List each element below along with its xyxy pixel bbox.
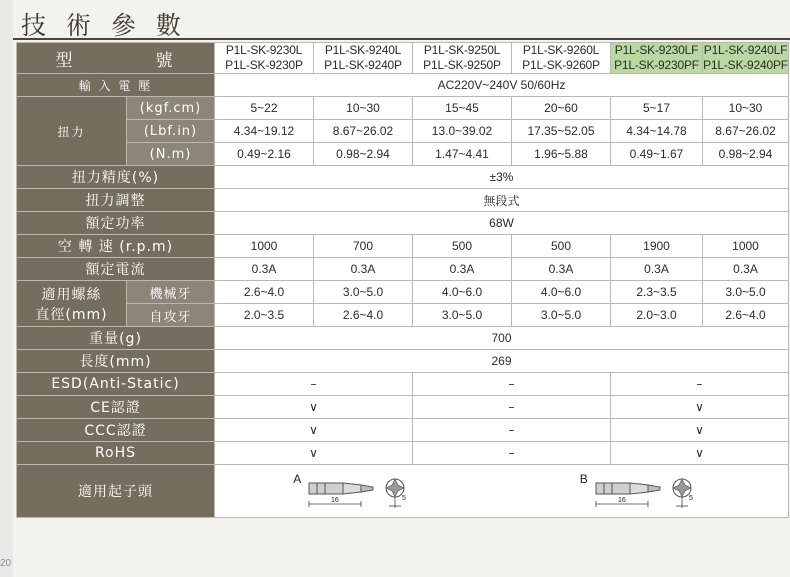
screw-machine-2: 3.0~5.0 bbox=[314, 281, 413, 304]
screw-machine-4: 4.0~6.0 bbox=[512, 281, 611, 304]
value-torque-accuracy: ±3% bbox=[215, 166, 789, 189]
screw-self-6: 2.6~4.0 bbox=[703, 304, 789, 327]
rated-current-4: 0.3A bbox=[512, 258, 611, 281]
model-header-2: P1L-SK-9240L P1L-SK-9240P bbox=[314, 43, 413, 74]
esd-2: – bbox=[413, 373, 611, 396]
table-row-torque-accuracy bbox=[17, 166, 789, 189]
rated-current-5: 0.3A bbox=[611, 258, 703, 281]
table-row-esd bbox=[17, 373, 789, 396]
bit-letter-a: A bbox=[293, 472, 302, 486]
rohs-3: ∨ bbox=[611, 442, 789, 465]
free-speed-5: 1900 bbox=[611, 235, 703, 258]
torque-lbfin-2: 8.67~26.02 bbox=[314, 120, 413, 143]
torque-nm-4: 1.96~5.88 bbox=[512, 143, 611, 166]
free-speed-4: 500 bbox=[512, 235, 611, 258]
torque-kgfcm-3: 15~45 bbox=[413, 97, 512, 120]
torque-kgfcm-2: 10~30 bbox=[314, 97, 413, 120]
row-label-weight: 重量(g) bbox=[17, 327, 215, 350]
torque-lbfin-6: 8.67~26.02 bbox=[703, 120, 789, 143]
table-row-torque-adjust bbox=[17, 189, 789, 212]
bit-drawings bbox=[215, 465, 788, 517]
specification-table bbox=[16, 42, 789, 518]
rohs-2: – bbox=[413, 442, 611, 465]
esd-1: – bbox=[215, 373, 413, 396]
table-row-ce bbox=[17, 396, 789, 419]
row-label-torque-nm: (N.m) bbox=[127, 143, 215, 166]
ccc-2: – bbox=[413, 419, 611, 442]
table-row-model bbox=[17, 43, 789, 74]
table-row-screw-machine bbox=[17, 281, 789, 304]
table-row-torque-lbfin bbox=[17, 120, 789, 143]
row-label-screw-diameter: 適用螺絲 直徑(mm) bbox=[17, 281, 127, 327]
value-torque-adjust: 無段式 bbox=[215, 189, 789, 212]
value-weight: 700 bbox=[215, 327, 789, 350]
row-label-screw-self: 自攻牙 bbox=[127, 304, 215, 327]
table-row-torque-kgfcm bbox=[17, 97, 789, 120]
screw-machine-5: 2.3~3.5 bbox=[611, 281, 703, 304]
sheet-body bbox=[13, 0, 790, 577]
esd-3: – bbox=[611, 373, 789, 396]
row-label-ce: CE認證 bbox=[17, 396, 215, 419]
torque-lbfin-3: 13.0~39.02 bbox=[413, 120, 512, 143]
row-label-esd: ESD(Anti-Static) bbox=[17, 373, 215, 396]
screw-self-4: 3.0~5.0 bbox=[512, 304, 611, 327]
table-row-length bbox=[17, 350, 789, 373]
ce-3: ∨ bbox=[611, 396, 789, 419]
svg-text:5: 5 bbox=[688, 495, 693, 502]
table-row-rated-current bbox=[17, 258, 789, 281]
row-label-bit: 適用起子頭 bbox=[17, 465, 215, 518]
table-row-torque-nm bbox=[17, 143, 789, 166]
table-row-bit bbox=[17, 465, 789, 518]
row-label-voltage: 輸 入 電 壓 bbox=[17, 74, 215, 97]
page-number: 20 bbox=[0, 558, 12, 569]
model-header-3: P1L-SK-9250L P1L-SK-9250P bbox=[413, 43, 512, 74]
bit-drawing-b bbox=[580, 466, 710, 516]
screw-self-5: 2.0~3.0 bbox=[611, 304, 703, 327]
table-row-free-speed bbox=[17, 235, 789, 258]
bit-shape-a-icon bbox=[303, 466, 423, 516]
row-label-torque-accuracy: 扭力精度(%) bbox=[17, 166, 215, 189]
value-voltage: AC220V~240V 50/60Hz bbox=[215, 74, 789, 97]
row-label-rated-current: 額定電流 bbox=[17, 258, 215, 281]
bit-letter-b: B bbox=[579, 472, 588, 486]
table-row-weight bbox=[17, 327, 789, 350]
row-label-ccc: CCC認證 bbox=[17, 419, 215, 442]
torque-lbfin-1: 4.34~19.12 bbox=[215, 120, 314, 143]
table-row-rohs bbox=[17, 442, 789, 465]
ce-2: – bbox=[413, 396, 611, 419]
page-title: 技 術 參 數 bbox=[21, 11, 187, 40]
screw-self-3: 3.0~5.0 bbox=[413, 304, 512, 327]
table-row-voltage bbox=[17, 74, 789, 97]
screw-machine-1: 2.6~4.0 bbox=[215, 281, 314, 304]
screw-self-2: 2.6~4.0 bbox=[314, 304, 413, 327]
rated-current-2: 0.3A bbox=[314, 258, 413, 281]
row-label-torque-adjust: 扭力調整 bbox=[17, 189, 215, 212]
screw-self-1: 2.0~3.5 bbox=[215, 304, 314, 327]
value-rated-power: 68W bbox=[215, 212, 789, 235]
torque-kgfcm-4: 20~60 bbox=[512, 97, 611, 120]
row-label-torque-kgfcm: (kgf.cm) bbox=[127, 97, 215, 120]
torque-nm-6: 0.98~2.94 bbox=[703, 143, 789, 166]
svg-text:16: 16 bbox=[331, 497, 340, 504]
rohs-1: ∨ bbox=[215, 442, 413, 465]
row-label-rohs: RoHS bbox=[17, 442, 215, 465]
bit-shape-b-icon bbox=[590, 466, 710, 516]
row-label-length: 長度(mm) bbox=[17, 350, 215, 373]
row-label-model: 型 號 bbox=[17, 43, 215, 74]
bit-drawing-cell bbox=[215, 465, 789, 518]
svg-text:5: 5 bbox=[402, 495, 407, 502]
row-label-screw-machine: 機械牙 bbox=[127, 281, 215, 304]
torque-kgfcm-5: 5~17 bbox=[611, 97, 703, 120]
screw-machine-6: 3.0~5.0 bbox=[703, 281, 789, 304]
row-label-free-speed: 空 轉 速 (r.p.m) bbox=[17, 235, 215, 258]
free-speed-2: 700 bbox=[314, 235, 413, 258]
rated-current-6: 0.3A bbox=[703, 258, 789, 281]
free-speed-6: 1000 bbox=[703, 235, 789, 258]
torque-lbfin-5: 4.34~14.78 bbox=[611, 120, 703, 143]
torque-lbfin-4: 17.35~52.05 bbox=[512, 120, 611, 143]
torque-kgfcm-1: 5~22 bbox=[215, 97, 314, 120]
page-edge-strip bbox=[0, 0, 14, 577]
ccc-1: ∨ bbox=[215, 419, 413, 442]
rated-current-1: 0.3A bbox=[215, 258, 314, 281]
ce-1: ∨ bbox=[215, 396, 413, 419]
rated-current-3: 0.3A bbox=[413, 258, 512, 281]
free-speed-1: 1000 bbox=[215, 235, 314, 258]
row-label-rated-power: 額定功率 bbox=[17, 212, 215, 235]
model-header-5: P1L-SK-9230LF P1L-SK-9230PF bbox=[611, 43, 703, 74]
ccc-3: ∨ bbox=[611, 419, 789, 442]
row-label-torque: 扭力 bbox=[17, 97, 127, 166]
torque-nm-1: 0.49~2.16 bbox=[215, 143, 314, 166]
table-row-screw-self bbox=[17, 304, 789, 327]
value-length: 269 bbox=[215, 350, 789, 373]
table-row-rated-power bbox=[17, 212, 789, 235]
table-row-ccc bbox=[17, 419, 789, 442]
torque-nm-5: 0.49~1.67 bbox=[611, 143, 703, 166]
bit-drawing-a bbox=[293, 466, 423, 516]
row-label-torque-lbfin: (Lbf.in) bbox=[127, 120, 215, 143]
model-header-4: P1L-SK-9260L P1L-SK-9260P bbox=[512, 43, 611, 74]
free-speed-3: 500 bbox=[413, 235, 512, 258]
torque-kgfcm-6: 10~30 bbox=[703, 97, 789, 120]
torque-nm-2: 0.98~2.94 bbox=[314, 143, 413, 166]
svg-text:16: 16 bbox=[617, 497, 626, 504]
torque-nm-3: 1.47~4.41 bbox=[413, 143, 512, 166]
screw-machine-3: 4.0~6.0 bbox=[413, 281, 512, 304]
model-header-1: P1L-SK-9230L P1L-SK-9230P bbox=[215, 43, 314, 74]
title-bar bbox=[13, 4, 790, 40]
model-header-6: P1L-SK-9240LF P1L-SK-9240PF bbox=[703, 43, 788, 72]
